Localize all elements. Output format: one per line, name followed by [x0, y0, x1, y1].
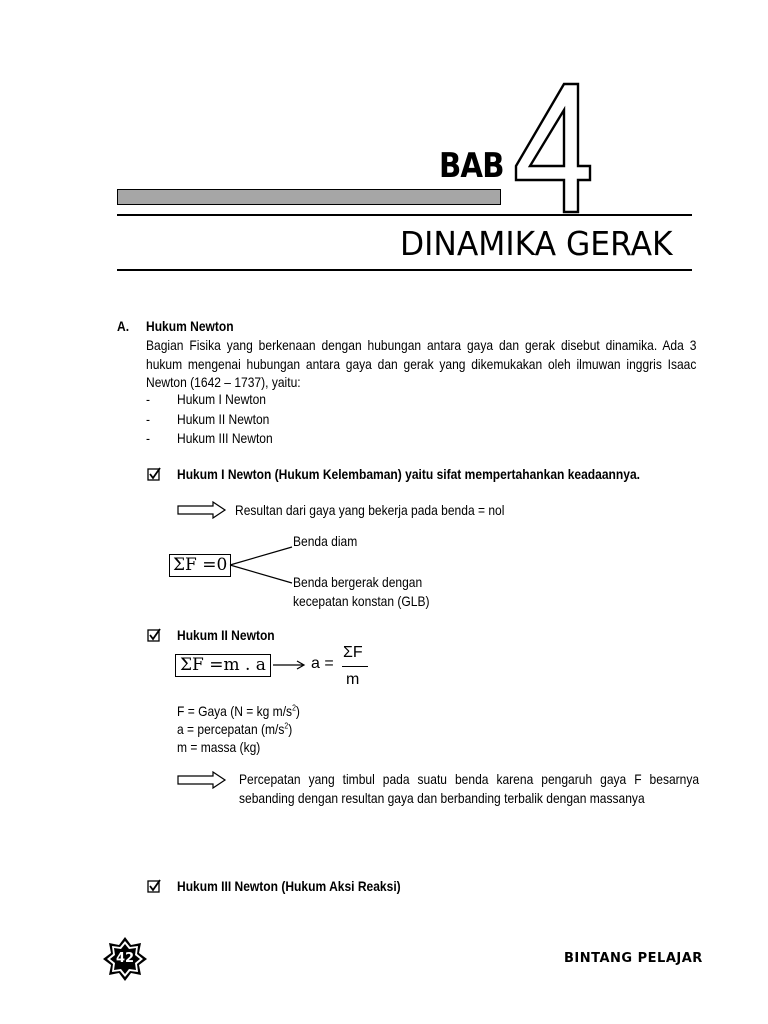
header-gray-bar — [117, 189, 501, 205]
fraction-bar — [342, 666, 368, 667]
def-force — [177, 703, 300, 719]
section-heading: Hukum Newton — [146, 318, 234, 334]
checkbox-checked-icon — [147, 879, 161, 893]
law1-branch-top: Benda diam — [293, 533, 358, 549]
checkbox-checked-icon — [147, 467, 161, 481]
right-arrow-icon — [272, 659, 306, 671]
section-paragraph — [146, 336, 696, 392]
def-acceleration — [177, 721, 292, 737]
header-top-rule — [117, 214, 692, 216]
publisher-name: BINTANG PELAJAR — [564, 951, 703, 966]
chapter-prefix: BAB — [439, 146, 504, 186]
def-acceleration-sup: 2 — [284, 721, 289, 731]
list-item: Hukum I Newton — [177, 391, 266, 407]
law2-formula-numerator: ΣF — [343, 644, 363, 661]
page-number: 42 — [115, 951, 135, 966]
law2-heading: Hukum II Newton — [177, 627, 275, 643]
law1-branch-bottom-line1: Benda bergerak dengan — [293, 574, 423, 590]
header-bottom-rule — [117, 269, 692, 271]
law2-formula-lhs: a = — [311, 655, 334, 672]
def-acceleration-end: ) — [288, 721, 293, 737]
hollow-arrow-icon — [177, 771, 227, 789]
def-force-text: F = Gaya (N = kg m/s — [177, 703, 293, 719]
list-dash: - — [146, 391, 151, 407]
law1-arrow-text: Resultan dari gaya yang bekerja pada benda = nol — [235, 502, 505, 518]
list-dash: - — [146, 430, 151, 446]
law2-formula-box: ΣF =m . a — [175, 654, 271, 677]
list-item: Hukum III Newton — [177, 430, 273, 446]
law2-arrow-text: Percepatan yang timbul pada suatu benda karena pengaruh gaya F besarnya sebanding dengan resultan gaya dan berbanding terbalik dengan massanya — [239, 771, 700, 806]
law1-heading: Hukum I Newton (Hukum Kelembaman) yaitu sifat mempertahankan keadaannya. — [177, 466, 641, 482]
def-force-sup: 2 — [292, 703, 296, 713]
checkbox-checked-icon — [147, 628, 161, 642]
list-item: Hukum II Newton — [177, 411, 270, 427]
def-mass: m = massa (kg) — [177, 739, 261, 755]
law1-formula: ΣF =0 — [169, 554, 231, 577]
section-paragraph-text: Bagian Fisika yang berkenaan dengan hubungan antara gaya dan gerak disebut dinamika. Ada 3 hukum mengenai hubungan antara gaya dan gerak yang dikemukakan oleh ilmuwan inggris Isaac Newton (1642 – 1737), yaitu: — [146, 337, 697, 390]
list-dash: - — [146, 411, 151, 427]
hollow-arrow-icon — [177, 501, 227, 519]
chapter-number-outline — [512, 80, 594, 218]
branch-lines — [228, 545, 294, 585]
law1-branch-bottom-line2: kecepatan konstan (GLB) — [293, 593, 430, 609]
chapter-title: DINAMIKA GERAK — [400, 224, 673, 263]
section-marker: A. — [117, 318, 130, 334]
law2-formula-denominator: m — [346, 671, 360, 688]
def-force-end: ) — [295, 703, 300, 719]
def-acceleration-text: a = percepatan (m/s — [177, 721, 285, 737]
law3-heading: Hukum III Newton (Hukum Aksi Reaksi) — [177, 878, 401, 894]
